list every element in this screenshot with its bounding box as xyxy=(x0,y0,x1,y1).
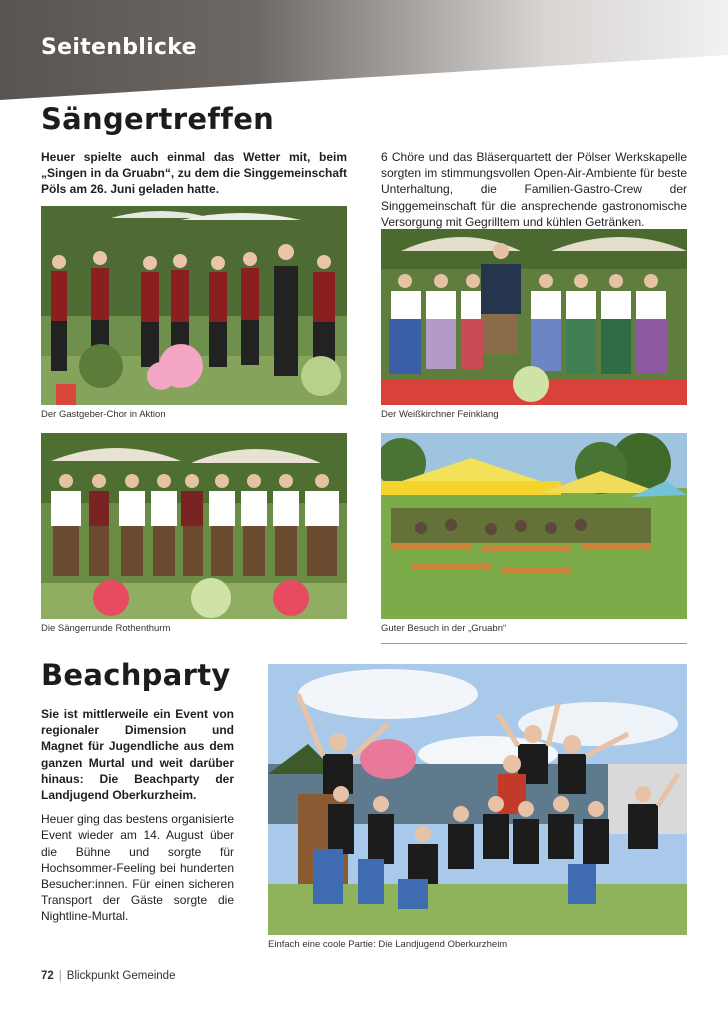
caption-photo-3: Die Sängerrunde Rothenthurm xyxy=(41,623,171,634)
article1-body-text: 6 Chöre und das Bläserquartett der Pölser Werkskapelle sorgten im stimmungsvollen Open-Air-Ambiente für beste Unterhaltung, die Familien-Gastro-Crew der Singgemeinschaft für die ansprechende gastronomische Versorgung mit Gegrilltem und kühlen Getränken. xyxy=(381,150,687,229)
caption-photo-1: Der Gastgeber-Chor in Aktion xyxy=(41,409,166,420)
photo-group-icon xyxy=(268,664,687,935)
page-footer xyxy=(41,970,175,982)
article2-text xyxy=(41,706,234,925)
photo-saengerrunde-rothenthurm xyxy=(41,433,347,619)
photo-tents-icon xyxy=(381,433,687,619)
caption-photo-2: Der Weißkirchner Feinklang xyxy=(381,409,499,420)
photo-costumes-icon xyxy=(381,229,687,405)
article1-lead-text: Heuer spielte auch einmal das Wetter mit, beim „Singen in da Gruabn“, zu dem die Singgemeinschaft Pöls am 26. Juni geladen hatte. xyxy=(41,150,347,197)
footer-separator: | xyxy=(58,970,62,982)
publication-name: Blickpunkt Gemeinde xyxy=(66,970,176,982)
caption-photo-4: Guter Besuch in der „Gruabn“ xyxy=(381,623,507,634)
article2-lead-text: Sie ist mittlerweile ein Event von regionaler Dimension und Magnet für Jugendliche aus dem ganzen Murtal und weit darüber hinaus: Die Beachparty der Landjugend Oberkurzheim. xyxy=(41,707,234,803)
caption-photo-5: Einfach eine coole Partie: Die Landjugend Oberkurzheim xyxy=(268,939,508,950)
photo-gastgeber-chor xyxy=(41,206,347,405)
section-divider xyxy=(381,643,687,644)
article2-body-text: Heuer ging das bestens organisierte Event wieder am 14. August über die Bühne und sorgte für Hochsommer-Feeling bei hunderten Besucher:innen. Für einen sicheren Transport der Gäste sorgte die Nightline-Murtal. xyxy=(41,812,234,924)
article-title-beachparty: Beachparty xyxy=(41,658,231,692)
page-number: 72 xyxy=(41,970,54,982)
photo-weisskirchner-feinklang xyxy=(381,229,687,405)
article1-lead xyxy=(41,149,347,198)
photo-landjugend-oberkurzheim xyxy=(268,664,687,935)
photo-choir-icon xyxy=(41,206,347,405)
photo-guter-besuch xyxy=(381,433,687,619)
section-label: Seitenblicke xyxy=(41,35,197,60)
photo-choir-icon xyxy=(41,433,347,619)
article-title-saengertreffen: Sängertreffen xyxy=(41,102,275,136)
article1-body xyxy=(381,149,687,230)
